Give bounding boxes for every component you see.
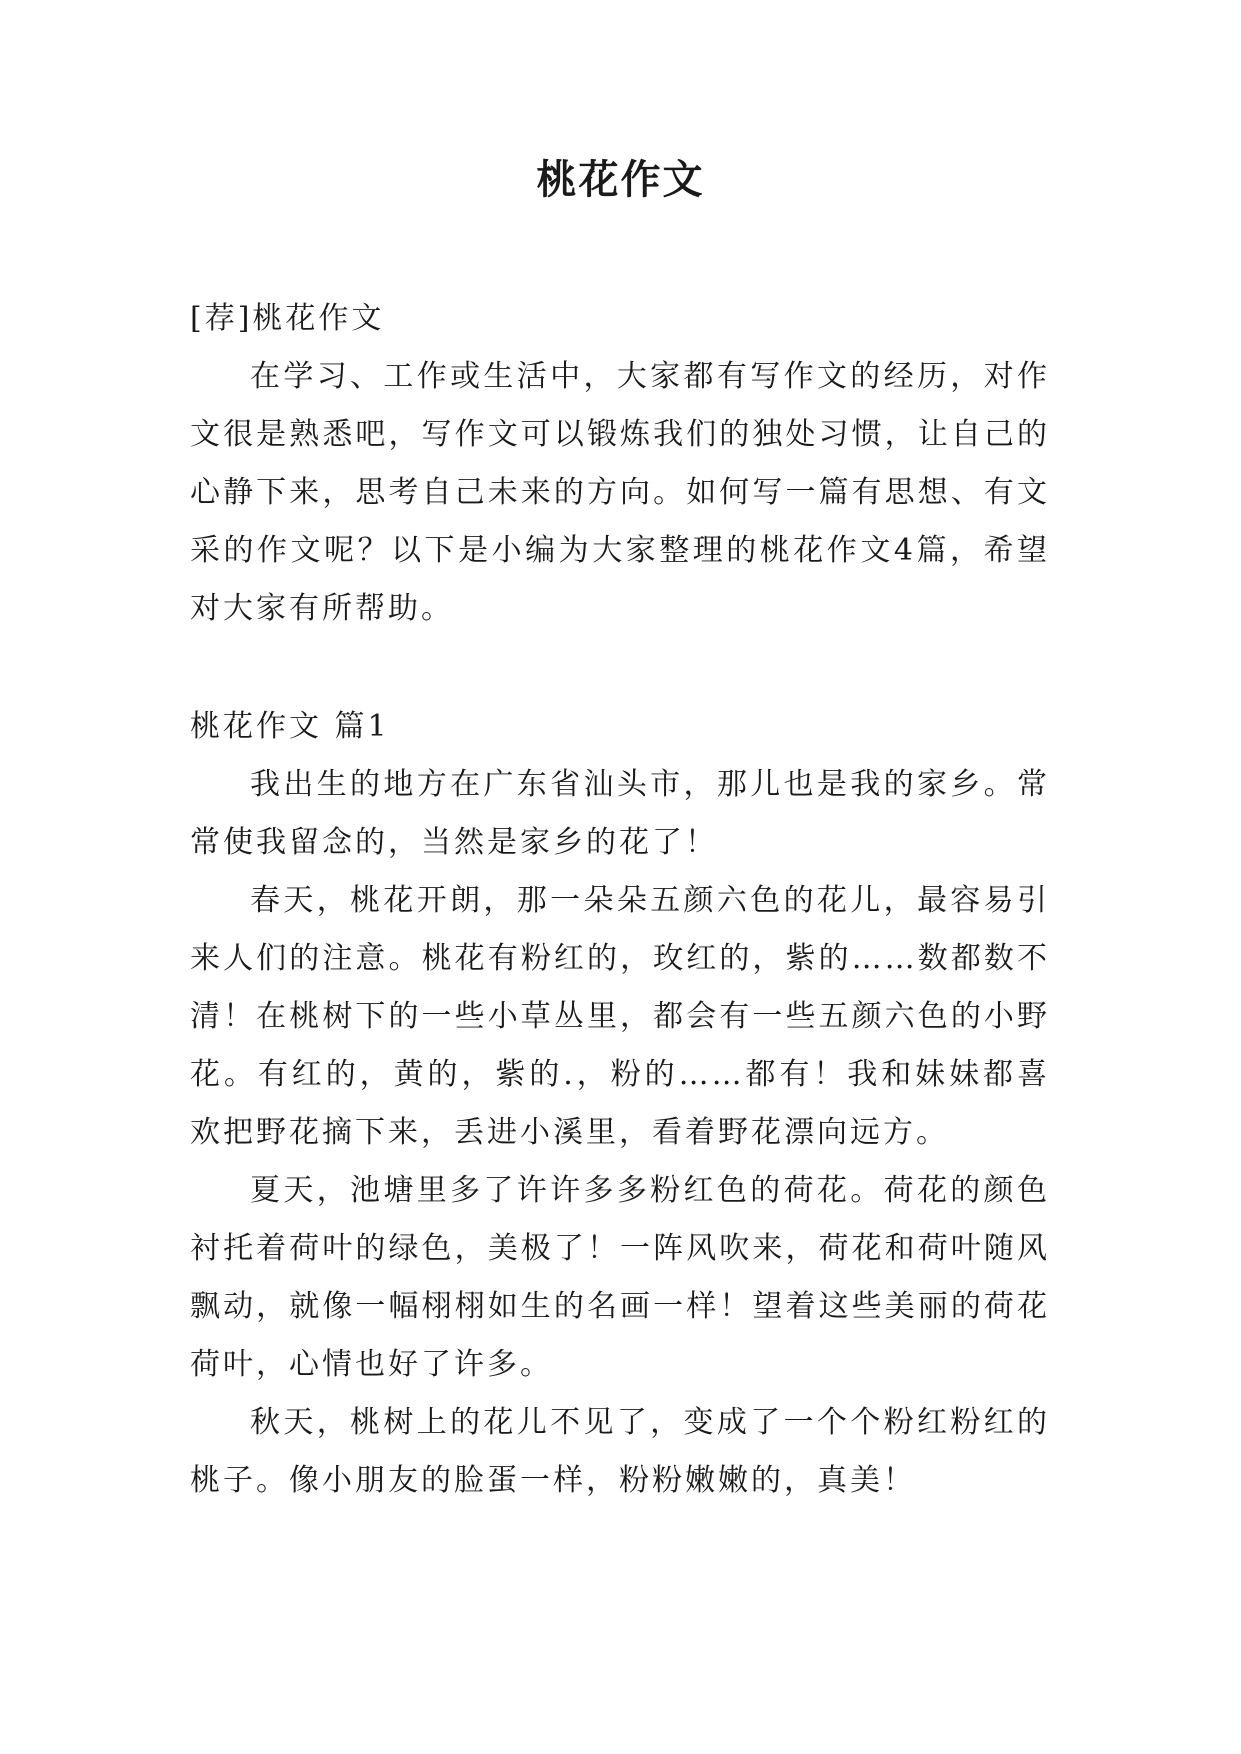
body-paragraph: 春天，桃花开朗，那一朵朵五颜六色的花儿，最容易引来人们的注意。桃花有粉红的，玫红的，紫的……数都数不清！在桃树下的一些小草丛里，都会有一些五颜六色的小野花。有红的，黄的，紫的.，粉的……都有！我和妹妹都喜欢把野花摘下来，丢进小溪里，看着野花漂向远方。 xyxy=(190,883,1050,1150)
section-gap xyxy=(190,638,1050,698)
section-heading: 桃花作文 篇1 xyxy=(190,709,390,744)
body-paragraph: 夏天，池塘里多了许许多多粉红色的荷花。荷花的颜色衬托着荷叶的绿色，美极了！一阵风吹来，荷花和荷叶随风飘动，就像一幅栩栩如生的名画一样！望着这些美丽的荷花荷叶，心情也好了许多。 xyxy=(190,1173,1050,1382)
document-title: 桃花作文 xyxy=(536,156,705,203)
document-body xyxy=(190,290,1050,1510)
intro-paragraph: 在学习、工作或生活中，大家都有写作文的经历，对作文很是熟悉吧，写作文可以锻炼我们的独处习惯，让自己的心静下来，思考自己未来的方向。如何写一篇有思想、有文采的作文呢？以下是小编为大家整理的桃花作文4篇，希望对大家有所帮助。 xyxy=(190,359,1050,626)
body-paragraph: 秋天，桃树上的花儿不见了，变成了一个个粉红粉红的桃子。像小朋友的脸蛋一样，粉粉嫩嫩的，真美！ xyxy=(190,1405,1050,1498)
body-paragraph: 我出生的地方在广东省汕头市，那儿也是我的家乡。常常使我留念的，当然是家乡的花了！ xyxy=(190,767,1050,860)
document-subtitle: [荐]桃花作文 xyxy=(190,301,385,336)
